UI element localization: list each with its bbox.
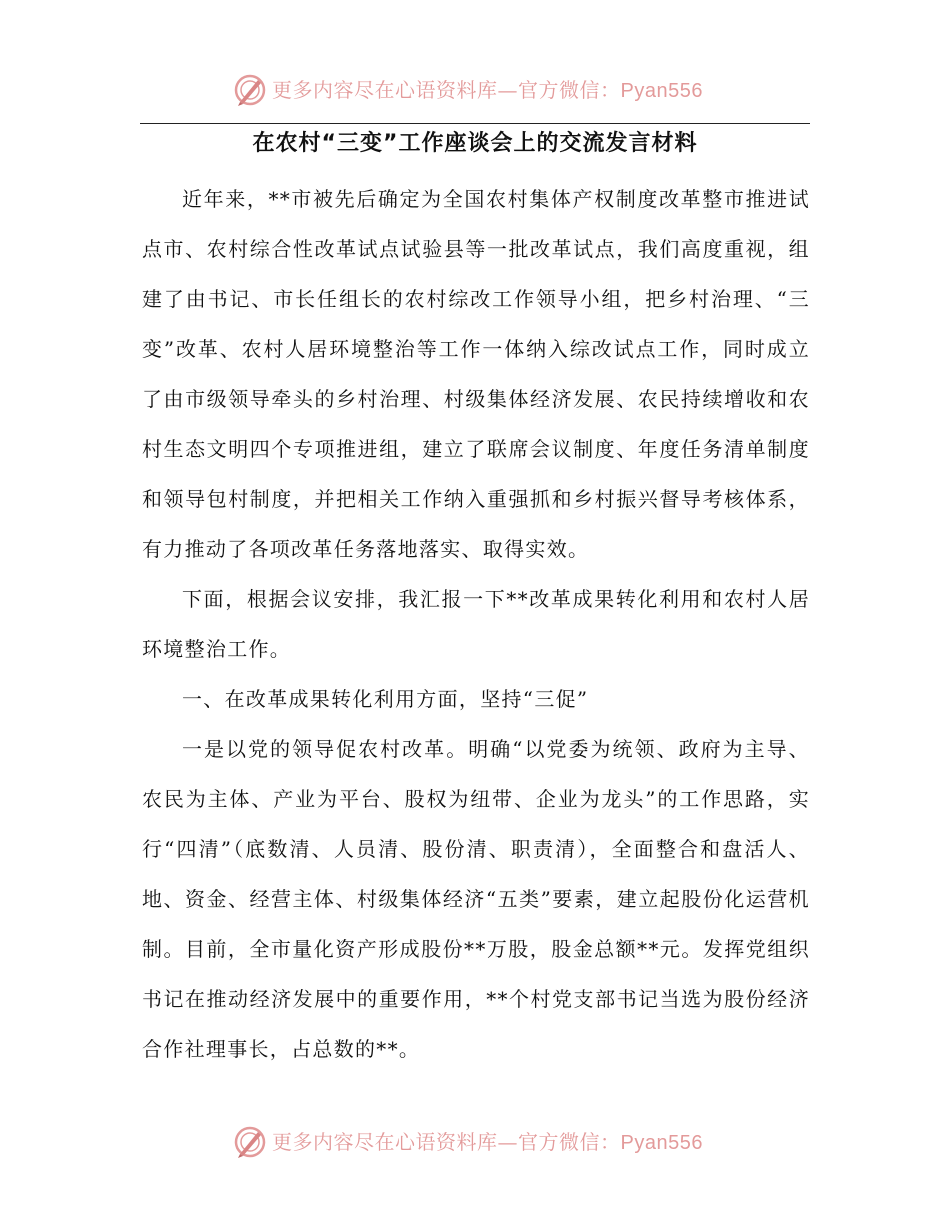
pen-logo-icon xyxy=(232,1124,268,1160)
banner-text: 更多内容尽在心语资料库—官方微信： xyxy=(272,78,621,102)
document-title: 在农村“三变”工作座谈会上的交流发言材料 xyxy=(252,131,698,156)
section-heading: 一、在改革成果转化利用方面，坚持“三促” xyxy=(182,687,589,711)
header-banner xyxy=(0,70,950,110)
footer-banner xyxy=(0,1122,950,1162)
paragraph: 近年来，**市被先后确定为全国农村集体产权制度改革整市推进试点市、农村综合性改革试点试验县等一批改革试点，我们高度重视，组建了由书记、市长任组长的农村综改工作领导小组，把乡村治理、“三变”改革、农村人居环境整治等工作一体纳入综改试点工作，同时成立了由市级领导牵头的乡村治理、村级集体经济发展、农民持续增收和农村生态文明四个专项推进组，建立了联席会议制度、年度任务清单制度和领导包村制度，并把相关工作纳入重强抓和乡村振兴督导考核体系，有力推动了各项改革任务落地落实、取得实效。 xyxy=(142,187,810,561)
pen-logo-icon xyxy=(232,72,268,108)
header-rule xyxy=(140,123,810,124)
wechat-id: Pyan556 xyxy=(620,80,703,102)
banner-text: 更多内容尽在心语资料库—官方微信： xyxy=(272,1130,621,1154)
document-body xyxy=(142,174,810,1074)
wechat-id: Pyan556 xyxy=(620,1132,703,1154)
paragraph: 下面，根据会议安排，我汇报一下**改革成果转化利用和农村人居环境整治工作。 xyxy=(142,587,810,661)
paragraph: 一是以党的领导促农村改革。明确“以党委为统领、政府为主导、农民为主体、产业为平台、股权为纽带、企业为龙头”的工作思路，实行“四清”（底数清、人员清、股份清、职责清），全面整合和盘活人、地、资金、经营主体、村级集体经济“五类”要素，建立起股份化运营机制。目前，全市量化资产形成股份**万股，股金总额**元。发挥党组织书记在推动经济发展中的重要作用，**个村党支部书记当选为股份经济合作社理事长，占总数的**。 xyxy=(142,737,810,1061)
